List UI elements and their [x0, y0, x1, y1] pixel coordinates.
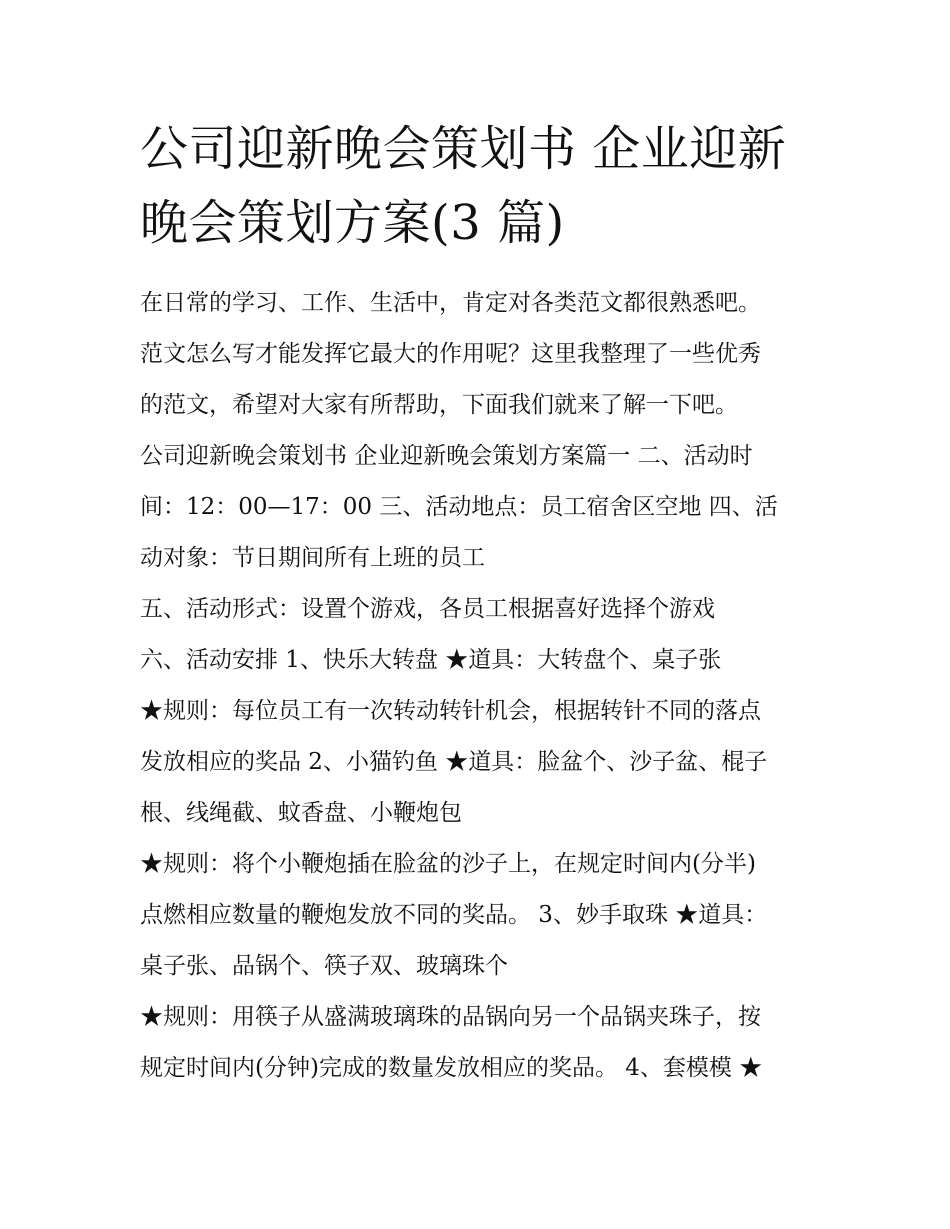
body-line: 在日常的学习、工作、生活中，肯定对各类范文都很熟悉吧。 [140, 290, 761, 316]
body-line: 五、活动形式：设置个游戏，各员工根据喜好选择个游戏 [140, 596, 715, 622]
body-line: 动对象：节日期间所有上班的员工 [140, 545, 485, 571]
body-line: 发放相应的奖品 2、小猫钓鱼 ★道具：脸盆个、沙子盆、棍子 [140, 749, 768, 775]
title-line-2: 晚会策划方案(3 篇) [140, 195, 565, 251]
body-line: 点燃相应数量的鞭炮发放不同的奖品。 3、妙手取珠 ★道具： [140, 902, 768, 928]
body-line: 间：12：00—17：00 三、活动地点：员工宿舍区空地 四、活 [140, 494, 778, 520]
body-line: 公司迎新晚会策划书 企业迎新晚会策划方案篇一 二、活动时 [140, 443, 753, 469]
body-line: 规定时间内(分钟)完成的数量发放相应的奖品。 4、套模模 ★ [140, 1055, 763, 1081]
body-line: ★规则：将个小鞭炮插在脸盆的沙子上，在规定时间内(分半) [140, 851, 756, 877]
body-line: 的范文，希望对大家有所帮助，下面我们就来了解一下吧。 [140, 392, 738, 418]
body-line: 桌子张、品锅个、筷子双、玻璃珠个 [140, 953, 508, 979]
document-title [140, 112, 820, 260]
body-line: ★规则：每位员工有一次转动转针机会，根据转针不同的落点 [140, 698, 761, 724]
body-line: 根、线绳截、蚊香盘、小鞭炮包 [140, 800, 462, 826]
document-body [140, 278, 830, 1094]
title-line-1: 公司迎新晚会策划书 企业迎新 [140, 121, 787, 177]
body-line: 范文怎么写才能发挥它最大的作用呢？这里我整理了一些优秀 [140, 341, 761, 367]
body-line: 六、活动安排 1、快乐大转盘 ★道具：大转盘个、桌子张 [140, 647, 722, 673]
body-line: ★规则：用筷子从盛满玻璃珠的品锅向另一个品锅夹珠子，按 [140, 1004, 761, 1030]
